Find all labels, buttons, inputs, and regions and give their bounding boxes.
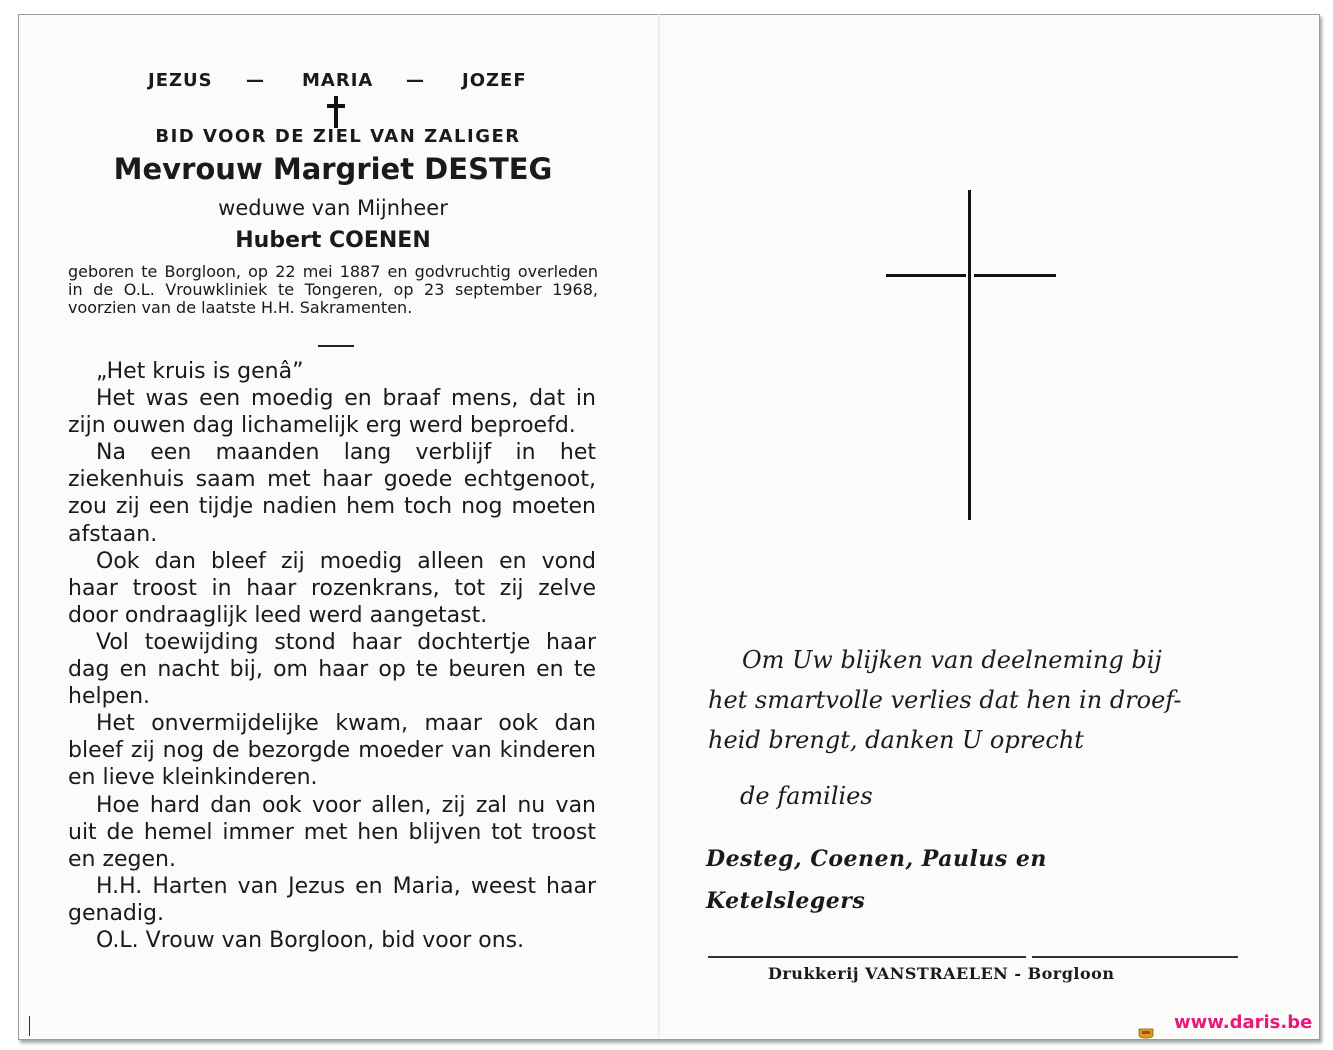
invocation-jezus: JEZUS bbox=[148, 70, 213, 91]
invocation-dash-1: — bbox=[246, 70, 265, 91]
widow-of: weduwe van Mijnheer bbox=[218, 196, 448, 220]
invocation-row bbox=[148, 70, 528, 94]
paragraph-7: H.H. Harten van Jezus en Maria, weest haar genadig. bbox=[68, 873, 596, 926]
thanks-line-2: het smartvolle verlies dat hen in droef- bbox=[708, 686, 1182, 714]
paragraph-6: Hoe hard dan ook voor allen, zij zal nu van uit de hemel immer met hen blijven tot troost en zegen. bbox=[68, 792, 596, 872]
footer-rule-left bbox=[708, 956, 1026, 958]
invocation-dash-2: — bbox=[406, 70, 425, 91]
memorial-text bbox=[68, 358, 596, 954]
paragraph-5: Het onvermijdelijke kwam, maar ook dan bleef zij nog de bezorgde moeder van kinderen en lieve kleinkinderen. bbox=[68, 711, 596, 791]
large-cross-icon bbox=[886, 190, 1056, 520]
separator-dash bbox=[318, 345, 354, 347]
paragraph-2: Na een maanden lang verblijf in het ziekenhuis saam met haar goede echtgenoot, zou zij een tijdje nadien hem toch nog moeten afstaan. bbox=[68, 440, 596, 547]
paragraph-3: Ook dan bleef zij moedig alleen en vond haar troost in haar rozenkrans, tot zij zelve door ondraaglijk leed werd aangetast. bbox=[68, 548, 596, 628]
scan-mark bbox=[29, 1016, 30, 1036]
prayer-request: BID VOOR DE ZIEL VAN ZALIGER bbox=[155, 126, 521, 147]
birth-death-details: geboren te Borgloon, op 22 mei 1887 en godvruchtig overleden in de O.L. Vrouwkliniek te Tongeren, op 23 september 1968, voorzien van de laatste H.H. Sakramenten. bbox=[68, 262, 598, 317]
husband-name: Hubert COENEN bbox=[235, 228, 431, 253]
family-names bbox=[706, 838, 1047, 922]
thanks-text bbox=[708, 640, 1238, 760]
paragraph-8: O.L. Vrouw van Borgloon, bid voor ons. bbox=[96, 927, 525, 953]
card-fold bbox=[658, 14, 660, 1038]
footer-rule-right bbox=[1032, 956, 1238, 958]
thanks-line-3: heid brengt, danken U oprecht bbox=[708, 726, 1084, 754]
family-names-line-1: Desteg, Coenen, Paulus en bbox=[706, 846, 1047, 872]
small-cross-icon bbox=[325, 96, 347, 128]
family-names-line-2: Ketelslegers bbox=[706, 888, 866, 914]
deceased-name: Mevrouw Margriet DESTEG bbox=[113, 152, 553, 186]
paragraph-4: Vol toewijding stond haar dochtertje haar dag en nacht bij, om haar op te beuren en te helpen. bbox=[68, 629, 596, 710]
families-label: de families bbox=[740, 782, 873, 810]
invocation-jozef: JOZEF bbox=[462, 70, 527, 91]
crest-icon bbox=[1130, 1028, 1162, 1048]
thanks-line-1: Om Uw blijken van deelneming bij bbox=[742, 646, 1162, 674]
printer-credit: Drukkerij VANSTRAELEN - Borgloon bbox=[768, 964, 1115, 983]
motto: „Het kruis is genâ” bbox=[96, 359, 304, 384]
watermark-link[interactable]: www.daris.be bbox=[1174, 1012, 1313, 1033]
paragraph-1: Het was een moedig en braaf mens, dat in zijn ouwen dag lichamelijk erg werd beproefd. bbox=[68, 386, 596, 439]
invocation-maria: MARIA bbox=[302, 70, 374, 91]
